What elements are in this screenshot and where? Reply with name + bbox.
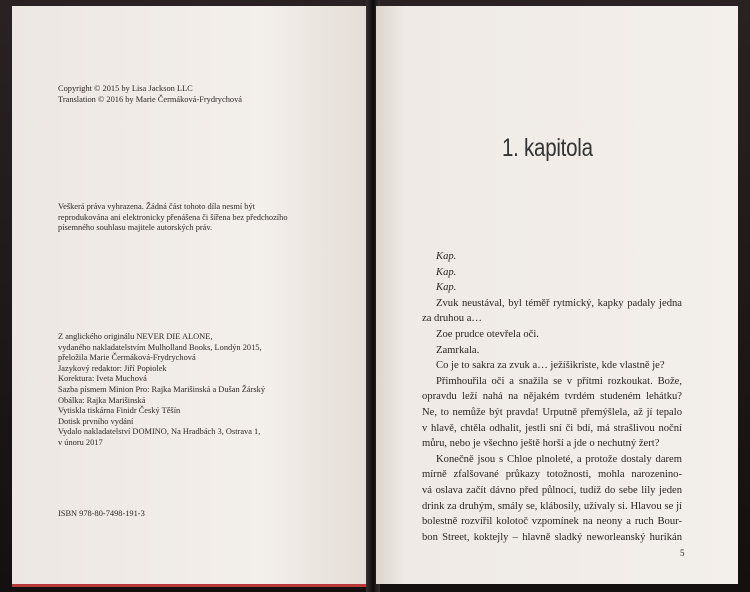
copyright-line: Translation © 2016 by Marie Čermáková-Frydrychová — [58, 94, 242, 104]
text-line: Přimhouřila oči a snažila se v přítmi rozkoukat. Bože, — [436, 375, 682, 387]
text-line: můru, nebo je všechno ještě horší a jde o nechutný žert? — [422, 438, 660, 450]
publication-line: Obálka: Rajka Marišinská — [58, 395, 146, 405]
text-line: Konečně jsou s Chloe plnoleté, a protože dostaly darem — [436, 453, 682, 465]
text-line: Zoe prudce otevřela oči. — [436, 328, 539, 340]
text-line: bolestně rozvířil kolotoč vzpomínek na neony a ruch Bour- — [422, 516, 682, 528]
chapter-title: 1. kapitola — [502, 134, 593, 162]
text-line: za druhou a… — [422, 313, 483, 325]
text-line: v hlavě, chtěla odhalit, jestli sní či bdí, má strašlivou noční — [422, 422, 682, 434]
right-page — [376, 6, 738, 584]
publication-line: v únoru 2017 — [58, 437, 103, 447]
chapter-body — [422, 249, 682, 545]
page-number: 5 — [680, 548, 685, 558]
text-line: vá oslava začít dávno před půlnocí, tudíž do sebe lily jeden — [422, 484, 682, 496]
publication-line: Korektura: Iveta Muchová — [58, 374, 147, 384]
text-line: Kap. — [436, 266, 457, 278]
publication-line: Sazba písmem Minion Pro: Rajka Marišinská a Dušan Žárský — [58, 384, 266, 394]
copyright-line: Copyright © 2015 by Lisa Jackson LLC — [58, 84, 193, 93]
publication-line: Dotisk prvního vydání — [58, 416, 134, 426]
isbn: ISBN 978-80-7498-191-3 — [58, 509, 145, 518]
publication-line: Z anglického originálu NEVER DIE ALONE, — [58, 332, 213, 341]
rights-line: Veškerá práva vyhrazena. Žádná část tohoto díla nesmí být — [58, 202, 255, 211]
text-line: Kap. — [436, 251, 457, 262]
text-line: Co je to sakra za zvuk a… ježíšikriste, kde vlastně je? — [436, 360, 665, 372]
rights-line: písemného souhlasu majitele autorských práv. — [58, 223, 213, 233]
text-line: bon Street, koktejly – hlavně sladký neworleanský hurikán — [422, 531, 682, 543]
text-line: Zvuk neustával, byl téměř rytmický, kapky padaly jedna — [436, 297, 682, 309]
text-line: drink za druhým, smály se, klábosily, užívaly si. Hlavou se jí — [422, 500, 682, 512]
copyright-block — [58, 84, 242, 105]
publication-line: vydaného nakladatelstvím Mulholland Books, Londýn 2015, — [58, 342, 262, 352]
rights-block — [58, 202, 288, 234]
publication-block — [58, 332, 265, 449]
publication-line: přeložila Marie Čermáková-Frydrychová — [58, 353, 196, 363]
text-line: Kap. — [436, 282, 457, 294]
text-line: opravdu leží nahá na nějakém tvrdém studeném lehátku? — [422, 391, 682, 403]
publication-line: Jazykový redaktor: Jiří Popiolek — [58, 363, 167, 373]
publication-line: Vytiskla tiskárna Finidr Český Těšín — [58, 406, 181, 416]
text-line: Ne, to nemůže být pravda! Urputně přemýšlela, až jí tepalo — [422, 406, 682, 418]
text-line: mírně zfalšované průkazy totožnosti, mohla narozenino- — [422, 469, 682, 481]
rights-line: reprodukována ani elektronicky přenášena či šířena bez předchozího — [58, 212, 288, 222]
left-page — [12, 6, 370, 587]
publication-line: Vydalo nakladatelství DOMINO, Na Hradbách 3, Ostrava 1, — [58, 427, 261, 437]
text-line: Zamrkala. — [436, 344, 480, 356]
